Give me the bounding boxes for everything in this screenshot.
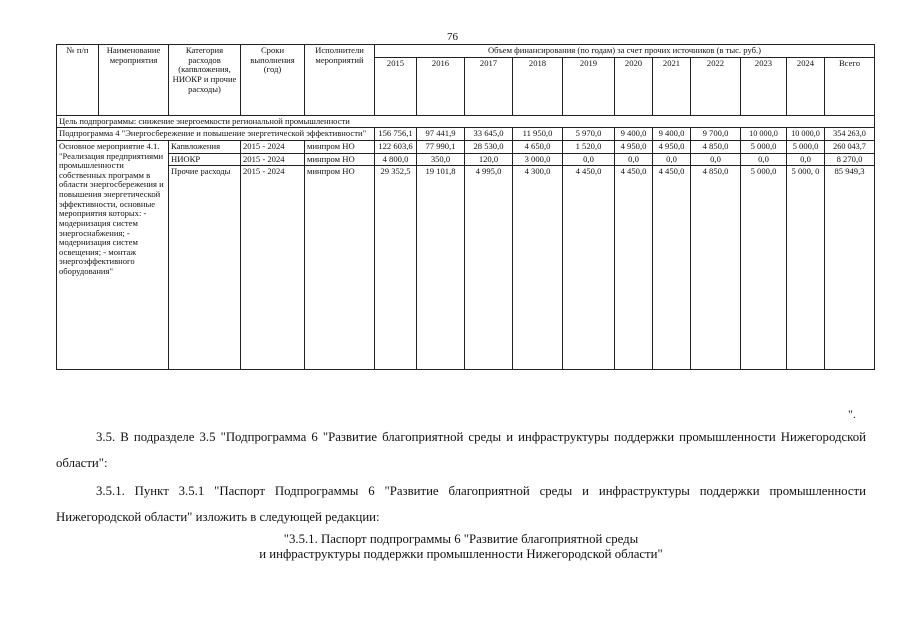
value-cell: 4 950,0 (653, 140, 691, 153)
value-cell: 5 000,0 (787, 140, 825, 153)
header-year: 2019 (563, 57, 615, 115)
category-cell: НИОКР (169, 153, 241, 166)
header-year: 2020 (615, 57, 653, 115)
category-cell: Капвложения (169, 140, 241, 153)
table-row (57, 153, 875, 166)
header-period: Сроки выполнения (год) (241, 45, 305, 116)
passport-heading-line-1: "3.5.1. Паспорт подпрограммы 6 "Развитие благоприятной среды (283, 532, 639, 546)
financing-table (56, 44, 875, 370)
value-cell: 5 000, 0 (787, 166, 825, 370)
header-name: Наименование мероприятия (99, 45, 169, 116)
value-cell: 97 441,9 (417, 128, 465, 141)
value-cell: 0,0 (563, 153, 615, 166)
value-cell: 33 645,0 (465, 128, 513, 141)
table-row (57, 166, 875, 370)
header-year: 2017 (465, 57, 513, 115)
period-cell: 2015 - 2024 (241, 166, 305, 370)
value-cell: 4 850,0 (691, 140, 741, 153)
value-cell: 5 970,0 (563, 128, 615, 141)
header-year: 2018 (513, 57, 563, 115)
closing-quote-mark: ". (848, 407, 856, 421)
value-cell: 5 000,0 (741, 166, 787, 370)
value-cell: 156 756,1 (375, 128, 417, 141)
value-cell: 0,0 (741, 153, 787, 166)
value-cell: 120,0 (465, 153, 513, 166)
table-row (57, 140, 875, 153)
header-year: 2023 (741, 57, 787, 115)
value-cell: 10 000,0 (741, 128, 787, 141)
value-cell: 77 990,1 (417, 140, 465, 153)
header-num: № п/п (57, 45, 99, 116)
value-cell: 19 101,8 (417, 166, 465, 370)
total-cell: 8 270,0 (825, 153, 875, 166)
value-cell: 1 520,0 (563, 140, 615, 153)
subprogram-row (57, 128, 875, 141)
header-year: 2021 (653, 57, 691, 115)
value-cell: 11 950,0 (513, 128, 563, 141)
value-cell: 0,0 (787, 153, 825, 166)
value-cell: 4 650,0 (513, 140, 563, 153)
value-cell: 4 995,0 (465, 166, 513, 370)
passport-heading-line-2: и инфраструктуры поддержки промышленности Нижегородской области" (259, 547, 663, 561)
value-cell: 10 000,0 (787, 128, 825, 141)
value-cell: 0,0 (615, 153, 653, 166)
value-cell: 9 400,0 (615, 128, 653, 141)
header-year: 2016 (417, 57, 465, 115)
value-cell: 5 000,0 (741, 140, 787, 153)
page-number: 76 (447, 31, 458, 43)
executor-cell: минпром НО (305, 166, 375, 370)
paragraph-3-5: 3.5. В подразделе 3.5 "Подпрограмма 6 "Развитие благоприятной среды и инфраструктуры поддержки промышленности Нижегородской области": (56, 430, 866, 470)
total-cell: 260 043,7 (825, 140, 875, 153)
value-cell: 0,0 (653, 153, 691, 166)
value-cell: 0,0 (691, 153, 741, 166)
period-cell: 2015 - 2024 (241, 153, 305, 166)
header-total: Всего (825, 57, 875, 115)
value-cell: 9 400,0 (653, 128, 691, 141)
value-cell: 350,0 (417, 153, 465, 166)
header-category: Категория расходов (капвложения, НИОКР и прочие расходы) (169, 45, 241, 116)
value-cell: 4 800,0 (375, 153, 417, 166)
executor-cell: минпром НО (305, 140, 375, 153)
value-cell: 4 300,0 (513, 166, 563, 370)
paragraph-3-5-1: 3.5.1. Пункт 3.5.1 "Паспорт Подпрограммы 6 "Развитие благоприятной среды и инфраструктуры поддержки промышленности Нижегородской области" изложить в следующей редакции: (56, 484, 866, 524)
total-cell: 354 263,0 (825, 128, 875, 141)
subprogram-label: Подпрограмма 4 "Энергосбережение и повышение энергетической эффективности" (57, 128, 375, 141)
value-cell: 4 950,0 (615, 140, 653, 153)
total-cell: 85 949,3 (825, 166, 875, 370)
value-cell: 4 850,0 (691, 166, 741, 370)
header-year: 2015 (375, 57, 417, 115)
value-cell: 9 700,0 (691, 128, 741, 141)
header-executors: Исполнители мероприятий (305, 45, 375, 116)
header-year: 2024 (787, 57, 825, 115)
value-cell: 29 352,5 (375, 166, 417, 370)
value-cell: 122 603,6 (375, 140, 417, 153)
executor-cell: минпром НО (305, 153, 375, 166)
value-cell: 28 530,0 (465, 140, 513, 153)
header-funding: Объем финансирования (по годам) за счет прочих источников (в тыс. руб.) (375, 45, 875, 58)
main-activity-cell: Основное мероприятие 4.1. "Реализация предприятиями промышленности собственных программ в области энергосбережения и повышения энергетической эффективности, основные мероприятия которых: - модернизация систем энергоснабжения; - модернизация систем освещения; - монтаж энергоэффективного оборудования" (57, 140, 169, 369)
period-cell: 2015 - 2024 (241, 140, 305, 153)
value-cell: 4 450,0 (563, 166, 615, 370)
value-cell: 4 450,0 (615, 166, 653, 370)
category-cell: Прочие расходы (169, 166, 241, 370)
goal-row: Цель подпрограммы: снижение энергоемкости региональной промышленности (57, 115, 875, 128)
value-cell: 3 000,0 (513, 153, 563, 166)
value-cell: 4 450,0 (653, 166, 691, 370)
header-year: 2022 (691, 57, 741, 115)
